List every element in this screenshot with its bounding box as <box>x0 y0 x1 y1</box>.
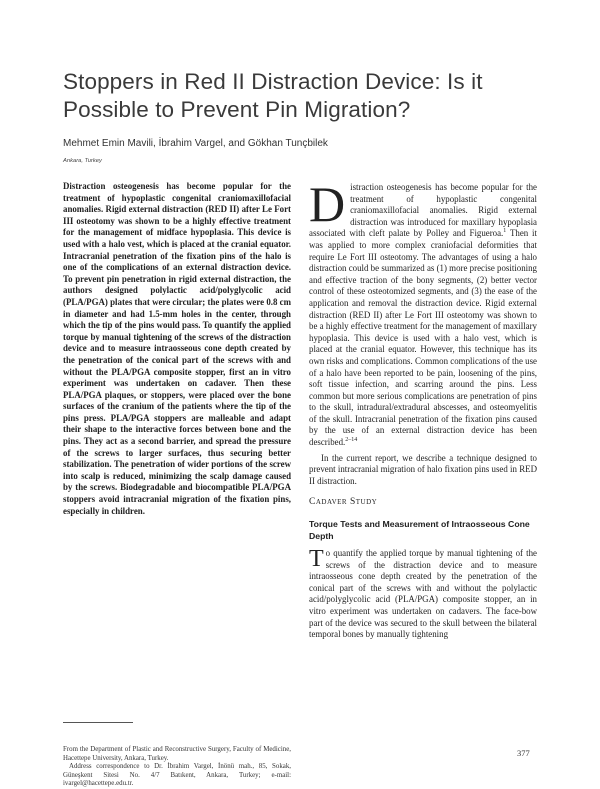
section-heading: Cadaver Study <box>309 497 378 508</box>
section-paragraph <box>309 548 537 641</box>
footnote-rule <box>63 722 133 723</box>
drop-cap: D <box>309 176 346 232</box>
intro-text-part2: Then it was applied to more complex craniofacial deformities that require Le Fort III osteotomy. The advantages of using a halo distraction could be summarized as (1) more precise positioning and effective traction of the bony segments, (2) better vector control of these osteotomized segments, and (3) the ease of the application and removal the distraction device. Rigid external distraction (RED II) after Le Fort III osteotomy was shown to be a highly effective treatment for the management of maxillary hypoplasia. This device is used with a halo vest, which is placed at the cranial equator. However, this technique has its own risks and complications. Common complications of the use of a halo have been reported to be pain, loosening of the pins, soft tissue infection, and scarring around the pins. Less common but more serious complications are penetration of pins to the skull, intradural/extradural abscesses, and osteomyelitis of the skull. Intracranial penetration of the fixation pins caused by the use of an external distraction device has been described. <box>309 228 537 448</box>
author-list: Mehmet Emin Mavili, İbrahim Vargel, and Gökhan Tunçbilek <box>63 138 328 149</box>
body-column-right <box>309 176 537 641</box>
footnote-department: From the Department of Plastic and Reconstructive Surgery, Faculty of Medicine, Hacettepe University, Ankara, Turkey. <box>63 746 291 762</box>
reference-1: 1 <box>503 228 507 235</box>
footnote <box>63 746 291 789</box>
intro-text-part1: istraction osteogenesis has become popular for the treatment of hypoplastic congenital craniomaxillofacial anomalies. Rigid external distraction was introduced for maxillary hypoplasia associated with cleft palate by Polley and Figueroa. <box>309 182 537 239</box>
intro-paragraph-2: In the current report, we describe a technique designed to prevent intracranial migration of halo fixation pins used in RED II distraction. <box>309 452 537 486</box>
reference-2-14: 2–14 <box>345 437 358 444</box>
section-text: o quantify the applied torque by manual tightening of the screws of the distraction device and to measure intraosseous cone depth created by the penetration of the conical part of the screws with and without the polylactic acid/polyglycolic acid (PLA/PGA) composite stopper, an in vitro experiment was undertaken on cadavers. The face-bow part of the device was secured to the skull between the bilateral temporal bones by manually tightening <box>309 548 537 640</box>
drop-cap-small: T <box>309 546 324 573</box>
subsection-heading: Torque Tests and Measurement of Intraosseous Cone Depth <box>309 519 530 541</box>
footnote-correspondence: Address correspondence to Dr. İbrahim Vargel, İnönü mah., 85, Sokak, Güneşkent Sitesi No. 4/7 Batıkent, Ankara, Turkey; e-mail: ivargel@hacettepe.edu.tr. <box>63 763 291 788</box>
affiliation: Ankara, Turkey <box>63 158 102 164</box>
page-number: 377 <box>517 748 530 758</box>
intro-paragraph <box>309 176 537 449</box>
page-title: Stoppers in Red II Distraction Device: Is it Possible to Prevent Pin Migration? <box>63 69 483 122</box>
abstract: Distraction osteogenesis has become popular for the treatment of hypoplastic congenital craniomaxillofacial anomalies. Rigid external distraction (RED II) after Le Fort III osteotomy was shown to be a highly effective treatment for the management of midface hypoplasia. This device is used with a halo vest, which is placed at the cranial equator. Intracranial penetration of the fixation pins of the halo is one of the complications of an external distraction device. To prevent pin penetration in rigid external distraction, the authors designed polylactic acid/polyglycolic acid (PLA/PGA) plates that were circular; the plates were 0.8 cm in diameter and had 1.5-mm holes in the center, through which the tip of the pins would pass. To quantify the applied torque by manual tightening of the screws of the distraction device and to measure intraosseous cone depth created by the penetration of the conical part of the screws with and without the PLA/PGA composite stopper, first an in vitro experiment was undertaken on cadaver. Then these PLA/PGA plaques, or stoppers, were placed over the bone surfaces of the cranium of the patients where the tip of the pins press. PLA/PGA stoppers are malleable and adapt their shape to the interactive forces between bone and the pins. They act as a second barrier, and spread the pressure of the screws to larger surfaces, thus securing better stabilization. The penetration of wider portions of the screw into scalp is reduced, minimizing the scalp damage caused by the screws. Biodegradable and biocompatible PLA/PGA stoppers avoid intracranial migration of the fixation pins, especially in children. <box>63 181 291 516</box>
